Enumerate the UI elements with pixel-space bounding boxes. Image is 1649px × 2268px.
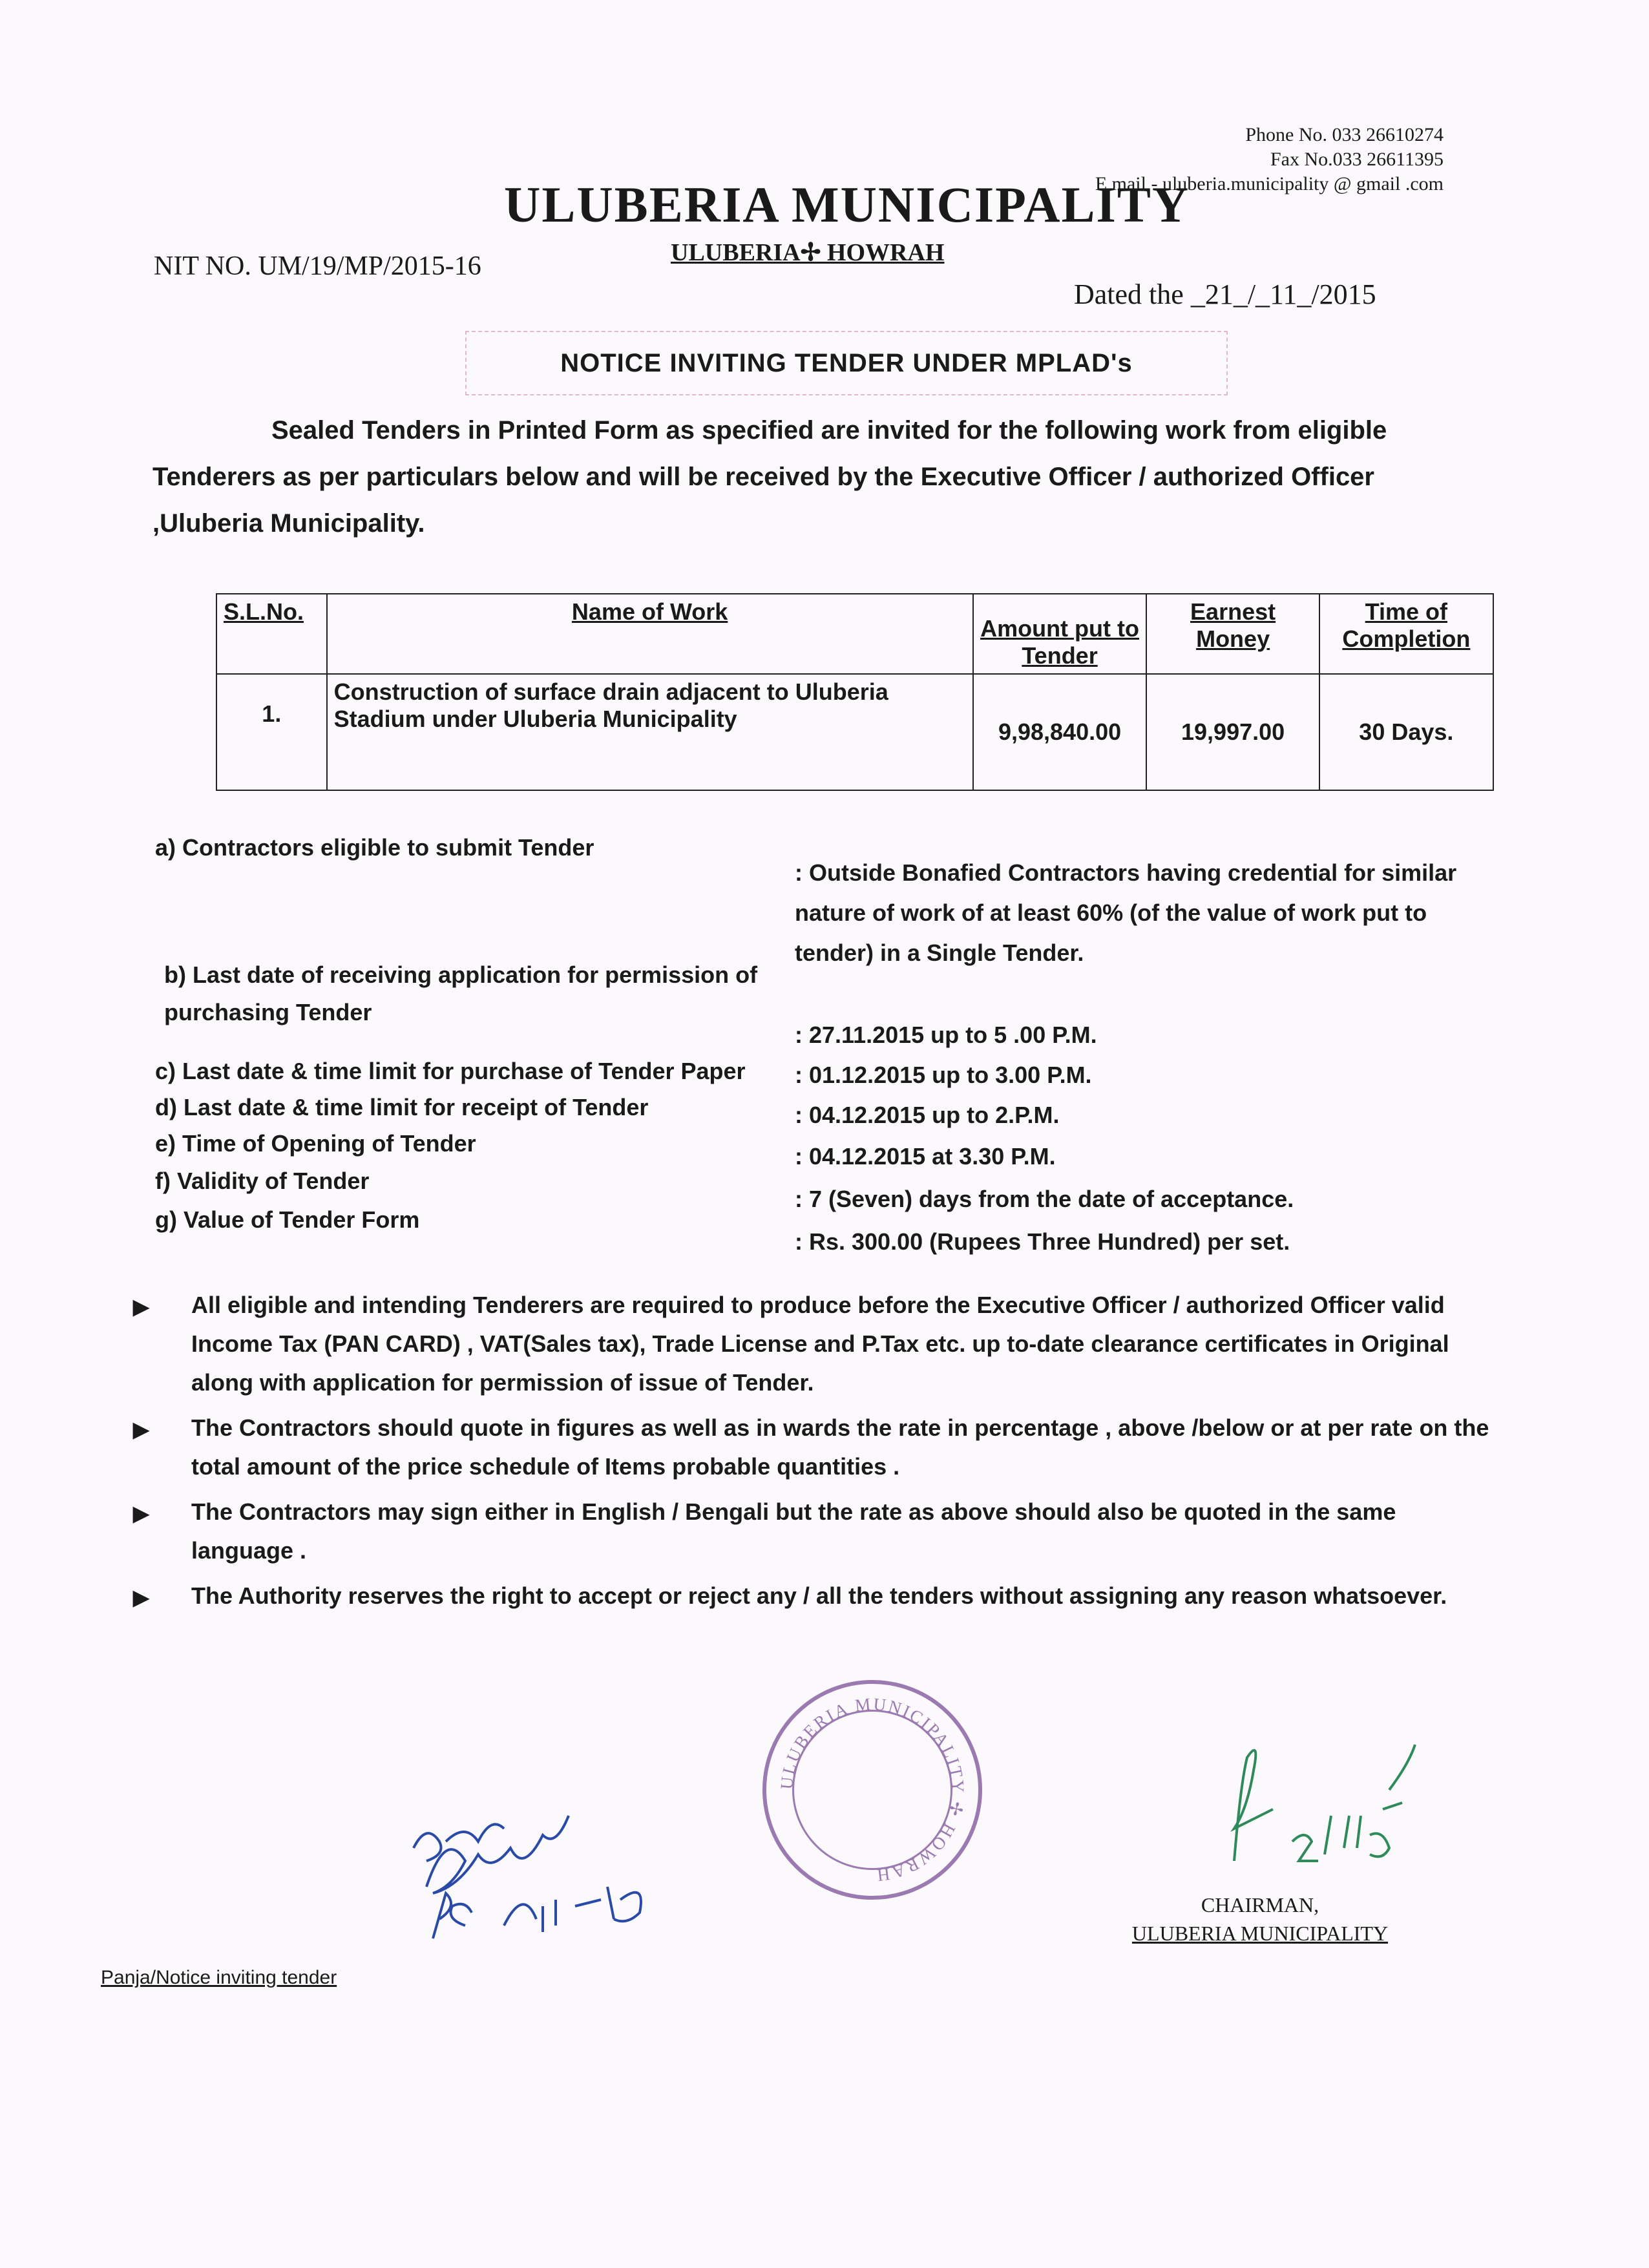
condition-e-value: : 04.12.2015 at 3.30 P.M. [795,1143,1056,1170]
phone-number: Phone No. 033 26610274 [1245,124,1444,145]
intro-line-1: Sealed Tenders in Printed Form as specified are invited for the following work from eligible [271,416,1387,445]
condition-d-value: : 04.12.2015 up to 2.P.M. [795,1102,1060,1128]
triangle-bullet-icon: ▶ [133,1502,149,1525]
footer-reference: Panja/Notice inviting tender [101,1967,337,1988]
condition-g-label: g) Value of Tender Form [155,1206,420,1233]
condition-g-value: : Rs. 300.00 (Rupees Three Hundred) per set. [795,1228,1290,1255]
notice-heading: NOTICE INVITING TENDER UNDER MPLAD's [465,331,1228,395]
triangle-bullet-icon: ▶ [133,1586,149,1609]
nit-number: NIT NO. UM/19/MP/2015-16 [154,251,481,281]
list-item: ▶ The Contractors may sign either in English / Bengali but the rate as above should also be quoted in the same language . [129,1493,1493,1570]
condition-c-label: c) Last date & time limit for purchase of Tender Paper [155,1058,746,1084]
condition-c-value: : 01.12.2015 up to 3.00 P.M. [795,1062,1092,1088]
triangle-bullet-icon: ▶ [133,1295,149,1318]
triangle-bullet-icon: ▶ [133,1418,149,1441]
table-row [216,674,1493,790]
condition-b-value: : 27.11.2015 up to 5 .00 P.M. [795,1022,1097,1048]
cell-sl-no: 1. [216,674,327,790]
condition-f-value: : 7 (Seven) days from the date of acceptance. [795,1186,1294,1212]
organization-subtitle: ULUBERIA✢ HOWRAH [671,239,945,266]
condition-f-label: f) Validity of Tender [155,1168,370,1194]
svg-text:ULUBERIA MUNICIPALITY ✢ HOWRAH: ULUBERIA MUNICIPALITY ✢ HOWRAH [777,1694,968,1885]
condition-a-label: a) Contractors eligible to submit Tender [155,834,594,861]
seal-text [766,1684,978,1896]
list-item: ▶ All eligible and intending Tenderers are required to produce before the Executive Officer / authorized Officer valid Income Tax (PAN CARD) , VAT(Sales tax), Trade License and P.Tax etc. up to-date clearance certificates in Original along with application for permission of issue of Tender. [129,1286,1493,1402]
cell-amount: 9,98,840.00 [973,674,1147,790]
list-item: ▶ The Authority reserves the right to accept or reject any / all the tenders without assigning any reason whatsoever. [129,1577,1493,1615]
condition-a-value: : Outside Bonafied Contractors having credential for similar nature of work of at least 60% (of the value of work put to tender) in a Single Tender. [795,859,1457,966]
official-seal [762,1680,982,1900]
terms-list [129,1286,1493,1622]
chairman-signature [1215,1732,1422,1880]
intro-line-2: Tenderers as per particulars below and will be received by the Executive Officer / authorized Officer [152,463,1374,491]
condition-d-label: d) Last date & time limit for receipt of Tender [155,1094,649,1120]
header-earnest-money: Earnest Money [1146,594,1319,674]
cell-time-of-completion: 30 Days. [1319,674,1493,790]
cell-earnest-money: 19,997.00 [1146,674,1319,790]
header-name-of-work: Name of Work [327,594,973,674]
header-amount: Amount put to Tender [973,594,1147,674]
email-address: E mail - uluberia.municipality @ gmail .com [1095,173,1444,194]
intro-line-3: ,Uluberia Municipality. [152,509,425,538]
signatory-organization: ULUBERIA MUNICIPALITY [1131,1922,1389,1945]
organization-title: ULUBERIA MUNICIPALITY [504,176,1190,233]
svg-text:Sd/- KBasu AE, 21-11-15: Sd/- KBasu AE, 21-11-15 [388,1777,395,1778]
intro-paragraph [152,407,1445,547]
list-item: ▶ The Contractors should quote in figures as well as in wards the rate in percentage , above /below or at per rate on the total amount of the price schedule of Items probable quantities . [129,1409,1493,1486]
cell-name-of-work: Construction of surface drain adjacent to Uluberia Stadium under Uluberia Municipality [327,674,973,790]
header-sl-no: S.L.No. [216,594,327,674]
condition-b-label: b) Last date of receiving application for permission of purchasing Tender [164,961,758,1025]
assistant-engineer-signature [388,1777,685,1971]
dated-line: Dated the _21_/_11_/2015 [1074,278,1376,310]
condition-e-label: e) Time of Opening of Tender [155,1130,476,1157]
signatory-role: CHAIRMAN, [1201,1893,1319,1916]
tender-table [216,593,1494,791]
fax-number: Fax No.033 26611395 [1270,149,1444,170]
header-time-of-completion: Time of Completion [1319,594,1493,674]
signatory-block [1111,1891,1409,1948]
table-header-row [216,594,1493,674]
